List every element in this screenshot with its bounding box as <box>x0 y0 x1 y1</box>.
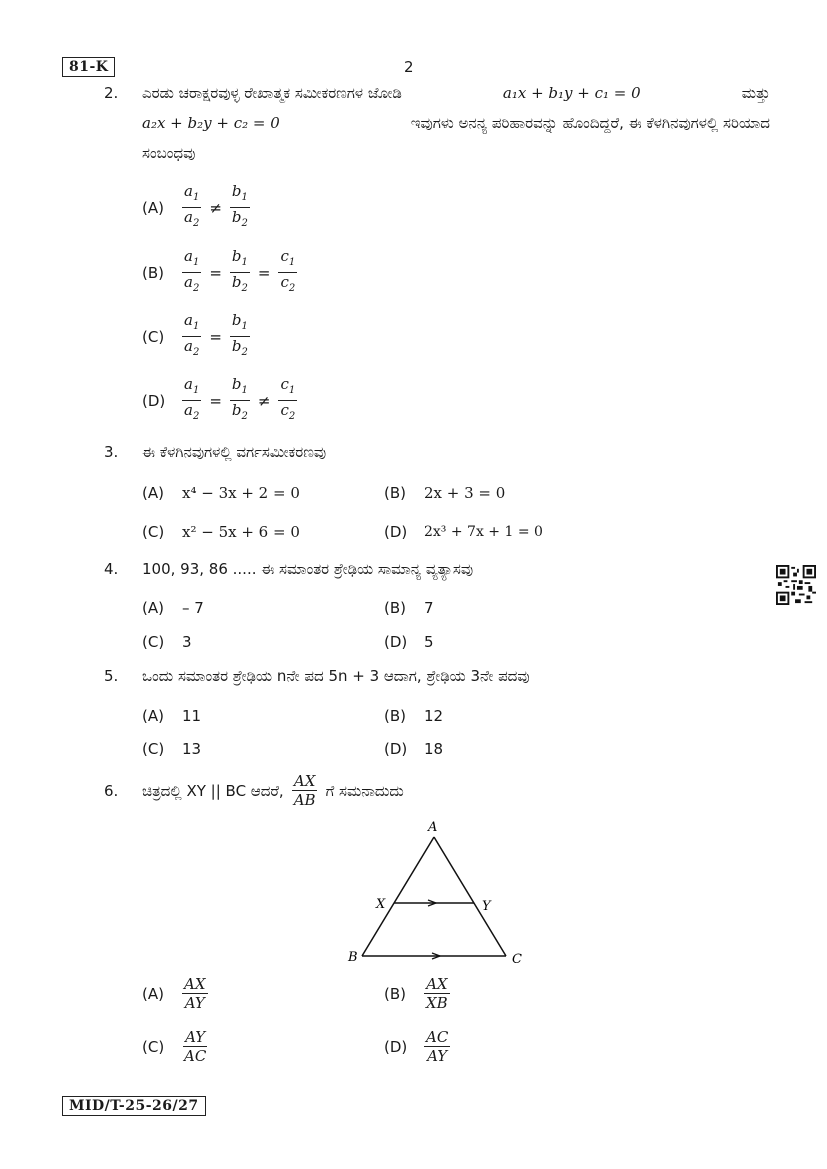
fraction-a1-a2: $\frac{a_1}{a_2}$ <box>184 375 200 422</box>
q4-number: 4. <box>104 560 119 578</box>
vertex-label-a: A <box>428 820 438 835</box>
q2-option-d[interactable] <box>142 375 297 426</box>
option-label: (B) <box>142 263 164 282</box>
q6-option-a[interactable] <box>142 975 208 1012</box>
q2-line2 <box>142 114 770 132</box>
q4-option-c[interactable] <box>142 633 192 651</box>
q6-fraction <box>292 772 318 809</box>
q6-fraction-num: AX <box>293 772 316 790</box>
q4-text: 100, 93, 86 ..... ಈ ಸಮಾಂತರ ಶ್ರೇಢಿಯ ಸಾಮಾನ್ಯ ವ್ಯತ್ಯಾಸವು <box>142 560 474 578</box>
option-label: (C) <box>142 523 165 541</box>
q3-number: 3. <box>104 443 119 461</box>
q2-option-a[interactable] <box>142 182 250 233</box>
fraction-c1-c2: $\frac{c_1}{c_2}$ <box>280 247 296 294</box>
vertex-label-b: B <box>348 950 358 965</box>
option-label: (D) <box>142 391 166 410</box>
option-label: (A) <box>142 484 164 502</box>
option-label: (D) <box>384 523 408 541</box>
triangle-figure <box>340 815 540 970</box>
vertex-label-x: X <box>376 897 386 912</box>
option-text: x⁴ − 3x + 2 = 0 <box>182 484 300 502</box>
fraction-a1-a2: $\frac{a_1}{a_2}$ <box>184 182 200 229</box>
option-fraction: $\frac{AX}{XB}$ <box>426 975 448 1012</box>
relation-symbol: = <box>257 263 271 282</box>
q2-number: 2. <box>104 84 119 102</box>
option-fraction: $\frac{AY}{AC}$ <box>184 1028 207 1065</box>
q6-option-d[interactable] <box>384 1028 450 1065</box>
q6-text-pre: ಚಿತ್ರದಲ್ಲಿ XY || BC ಆದರೆ, <box>142 781 284 800</box>
q6-option-b[interactable] <box>384 975 450 1012</box>
q6-text <box>142 772 404 809</box>
option-text: – 7 <box>182 599 204 617</box>
fraction-a1-a2: $\frac{a_1}{a_2}$ <box>184 311 200 358</box>
option-label: (B) <box>384 599 406 617</box>
fraction-b1-b2: $\frac{b_1}{b_2}$ <box>231 247 248 294</box>
page-number: 2 <box>404 58 414 76</box>
q5-number: 5. <box>104 667 119 685</box>
option-label: (B) <box>384 707 406 725</box>
option-fraction: $\frac{AX}{AY}$ <box>184 975 206 1012</box>
q4-option-d[interactable] <box>384 633 434 651</box>
relation-symbol: = <box>209 391 222 410</box>
q2-text-and: ಮತ್ತು <box>741 84 770 102</box>
q4-option-b[interactable] <box>384 599 434 617</box>
q3-option-a[interactable] <box>142 484 300 502</box>
option-label: (A) <box>142 707 164 725</box>
option-label: (A) <box>142 198 164 217</box>
option-text: 18 <box>424 740 444 758</box>
option-label: (B) <box>384 984 406 1003</box>
option-text: 13 <box>182 740 202 758</box>
option-text: 7 <box>424 599 434 617</box>
q6-text-post: ಗೆ ಸಮನಾದುದು <box>325 781 404 800</box>
side-ac <box>434 837 506 956</box>
q5-option-b[interactable] <box>384 707 443 725</box>
q5-option-d[interactable] <box>384 740 443 758</box>
option-fraction: $\frac{AC}{AY}$ <box>426 1028 449 1065</box>
option-label: (A) <box>142 984 164 1003</box>
q2-option-b[interactable] <box>142 247 297 298</box>
q2-option-c[interactable] <box>142 311 250 362</box>
relation-symbol: ≠ <box>209 198 222 217</box>
q5-text: ಒಂದು ಸಮಾಂತರ ಶ್ರೇಢಿಯ nನೇ ಪದ 5n + 3 ಆದಾಗ, ಶ್ರೇಢಿಯ 3ನೇ ಪದವು <box>142 667 530 685</box>
option-text: 5 <box>424 633 434 651</box>
q6-fraction-den: AB <box>293 791 316 809</box>
relation-symbol: = <box>209 327 222 346</box>
qr-code-icon <box>776 565 816 605</box>
fraction-b1-b2: $\frac{b_1}{b_2}$ <box>231 311 248 358</box>
q2-line3: ಸಂಬಂಧವು <box>142 144 196 162</box>
q2-equation-2: a₂x + b₂y + c₂ = 0 <box>142 114 280 132</box>
option-text: x² − 5x + 6 = 0 <box>182 523 300 541</box>
option-label: (D) <box>384 740 408 758</box>
option-text: 2x³ + 7x + 1 = 0 <box>424 524 543 540</box>
q3-option-d[interactable] <box>384 523 543 541</box>
relation-symbol: = <box>209 263 222 282</box>
q2-line1 <box>142 84 770 102</box>
option-text: 12 <box>424 707 444 725</box>
fraction-b1-b2: $\frac{b_1}{b_2}$ <box>231 375 248 422</box>
q6-option-c[interactable] <box>142 1028 208 1065</box>
q2-text-mid: ಇವುಗಳು ಅನನ್ಯ ಪರಿಹಾರವನ್ನು ಹೊಂದಿದ್ದರೆ, ಈ ಕೆಳಗಿನವುಗಳಲ್ಲಿ ಸರಿಯಾದ <box>410 114 770 132</box>
option-label: (B) <box>384 484 406 502</box>
fraction-a1-a2: $\frac{a_1}{a_2}$ <box>184 247 200 294</box>
option-label: (A) <box>142 599 164 617</box>
option-text: 2x + 3 = 0 <box>424 484 506 502</box>
q5-option-a[interactable] <box>142 707 201 725</box>
q6-number: 6. <box>104 782 119 800</box>
q2-equation-1: a₁x + b₁y + c₁ = 0 <box>502 84 641 102</box>
option-label: (C) <box>142 327 165 346</box>
side-ab <box>362 837 434 956</box>
paper-code: 81-K <box>62 57 115 77</box>
fraction-b1-b2: $\frac{b_1}{b_2}$ <box>231 182 248 229</box>
footer-code: MID/T-25-26/27 <box>62 1096 206 1116</box>
option-label: (D) <box>384 633 408 651</box>
relation-symbol: ≠ <box>257 391 271 410</box>
fraction-c1-c2: $\frac{c_1}{c_2}$ <box>280 375 296 422</box>
option-label: (C) <box>142 740 165 758</box>
option-text: 11 <box>182 707 202 725</box>
option-text: 3 <box>182 633 192 651</box>
q3-option-b[interactable] <box>384 484 505 502</box>
q3-option-c[interactable] <box>142 523 300 541</box>
option-label: (C) <box>142 633 165 651</box>
q2-text-pre: ಎರಡು ಚರಾಕ್ಷರವುಳ್ಳ ರೇಖಾತ್ಮಕ ಸಮೀಕರಣಗಳ ಜೋಡಿ <box>142 84 402 102</box>
option-label: (C) <box>142 1037 165 1056</box>
vertex-label-y: Y <box>482 899 491 914</box>
q3-text: ಈ ಕೆಳಗಿನವುಗಳಲ್ಲಿ ವರ್ಗಸಮೀಕರಣವು <box>142 443 327 461</box>
option-label: (D) <box>384 1037 408 1056</box>
vertex-label-c: C <box>512 952 522 967</box>
q5-option-c[interactable] <box>142 740 201 758</box>
q4-option-a[interactable] <box>142 599 204 617</box>
